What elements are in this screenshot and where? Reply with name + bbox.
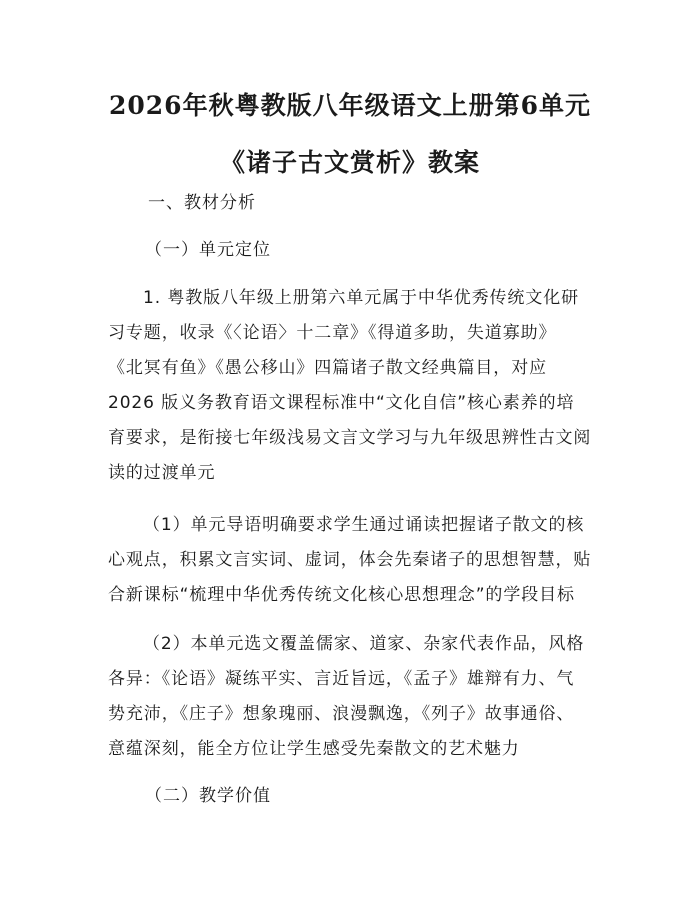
paragraph-unit-guide	[108, 515, 591, 620]
paragraph-line: 读的过渡单元	[108, 463, 216, 483]
paragraph-line: 心观点，积累文言实词、虚词，体会先秦诸子的思想智慧，贴	[108, 550, 592, 570]
paragraph-line: （1）单元导语明确要求学生通过诵读把握诸子散文的核	[143, 515, 585, 535]
paragraph-line: 1. 粤教版八年级上册第六单元属于中华优秀传统文化研	[143, 288, 580, 308]
paragraph-line: 合新课标“梳理中华优秀传统文化核心思想理念”的学段目标	[108, 585, 575, 605]
subsection-heading-teaching-value: （二）教学价值	[145, 786, 271, 806]
paragraph-line: （2）本单元选文覆盖儒家、道家、杂家代表作品，风格	[143, 634, 585, 654]
paragraph-line: 习专题，收录《〈论语〉十二章》《得道多助，失道寡助》	[108, 323, 557, 343]
document-title-line-1: 2026年秋粤教版八年级语文上册第6单元	[109, 91, 591, 120]
paragraph-line: 势充沛，《庄子》想象瑰丽、浪漫飘逸，《列子》故事通俗、	[108, 704, 575, 724]
paragraph-line: 意蕴深刻，能全方位让学生感受先秦散文的艺术魅力	[108, 739, 520, 759]
paragraph-unit-overview	[108, 288, 591, 498]
document-title-line-2: 《诸子古文赏析》教案	[219, 148, 480, 177]
paragraph-line: 《北冥有鱼》《愚公移山》四篇诸子散文经典篇目，对应	[108, 358, 547, 378]
subsection-heading-unit-positioning: （一）单元定位	[145, 240, 271, 260]
paragraph-line: 2026 版义务教育语文课程标准中“文化自信”核心素养的培	[108, 393, 575, 413]
section-heading-teaching-material-analysis: 一、教材分析	[148, 193, 256, 213]
paragraph-line: 各异：《论语》凝练平实、言近旨远，《孟子》雄辩有力、气	[108, 669, 575, 689]
paragraph-line: 育要求，是衔接七年级浅易文言文学习与九年级思辨性古文阅	[108, 428, 592, 448]
paragraph-selected-texts	[108, 634, 584, 774]
